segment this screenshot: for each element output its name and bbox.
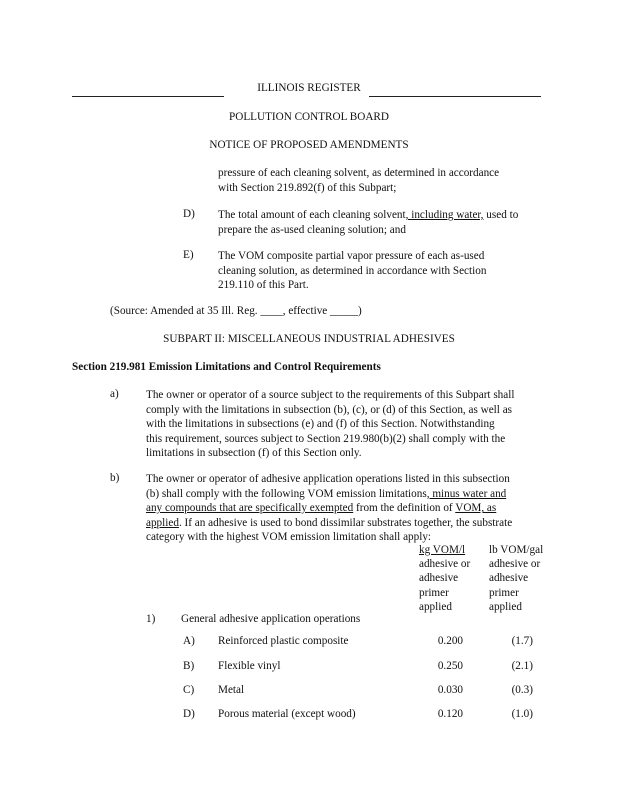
column-header-lb-line: primer <box>489 586 519 599</box>
para-b-label: b) <box>110 472 120 484</box>
row-kg-value: 0.030 <box>437 684 463 696</box>
group-label: 1) <box>146 613 156 625</box>
row-kg-value: 0.200 <box>437 635 463 647</box>
column-header-kg <box>419 543 470 614</box>
item-d-line-1 <box>218 208 518 223</box>
para-a-line: this requirement, sources subject to Section 219.980(b)(2) shall comply with the <box>146 432 506 445</box>
section-heading: Section 219.981 Emission Limitations and Control Requirements <box>72 361 381 373</box>
header-rule-left <box>72 96 224 97</box>
continued-line: with Section 219.892(f) of this Subpart; <box>218 181 397 194</box>
row-kg-value: 0.250 <box>437 660 463 672</box>
subpart-title: SUBPART II: MISCELLANEOUS INDUSTRIAL ADHESIVES <box>163 333 455 345</box>
source-note: (Source: Amended at 35 Ill. Reg. ____, effective _____) <box>110 305 362 317</box>
row-lb-value: (1.7) <box>511 635 533 647</box>
para-b-line-1: The owner or operator of adhesive application operations listed in this subsection <box>146 473 510 485</box>
para-b-line-5: category with the highest VOM emission limitation shall apply: <box>146 531 432 544</box>
item-d-line-2: prepare the as-used cleaning solution; and <box>218 223 406 236</box>
inserted-text: any compounds that are specifically exempted <box>146 502 354 515</box>
para-b-line-4-post: . If an adhesive is used to bond dissimilar substrates together, the substrate <box>178 516 513 529</box>
column-header-lb <box>489 543 543 614</box>
row-label: B) <box>183 660 195 672</box>
inserted-text: , including water, <box>405 209 484 221</box>
inserted-text: , minus water and <box>426 487 507 500</box>
row-name: Flexible vinyl <box>218 660 281 672</box>
board-title: POLLUTION CONTROL BOARD <box>229 111 389 123</box>
column-header-kg-line: applied <box>419 600 452 613</box>
register-title: ILLINOIS REGISTER <box>257 82 361 94</box>
item-d-label: D) <box>183 208 195 220</box>
para-a-text <box>146 388 514 461</box>
para-b-line-2 <box>146 487 512 502</box>
para-b-line-2-pre: (b) shall comply with the following VOM emission limitations <box>146 487 427 500</box>
para-a-label: a) <box>110 388 119 400</box>
item-d-text <box>218 208 518 237</box>
row-lb-value: (1.0) <box>511 708 533 720</box>
inserted-text: applied <box>146 516 179 529</box>
row-name: Metal <box>218 684 245 696</box>
item-e-label: E) <box>183 249 194 261</box>
item-e-line: The VOM composite partial vapor pressure of each as-used <box>218 250 485 262</box>
item-d-line-1-post: used to <box>483 209 519 221</box>
para-a-line: comply with the limitations in subsection (b), (c), or (d) of this Section, as well as <box>146 403 513 416</box>
item-e-line: cleaning solution, as determined in accordance with Section <box>218 264 487 277</box>
column-header-kg-line: adhesive or <box>419 558 471 571</box>
group-title: General adhesive application operations <box>181 613 361 625</box>
column-header-kg-line: kg VOM/l <box>419 544 466 556</box>
para-b-line-4 <box>146 516 512 531</box>
inserted-text: VOM, as <box>455 502 497 515</box>
item-e-line: 219.110 of this Part. <box>218 279 309 292</box>
row-kg-value: 0.120 <box>437 708 463 720</box>
continued-item-text <box>218 166 499 195</box>
row-lb-value: (2.1) <box>511 660 533 672</box>
row-name: Porous material (except wood) <box>218 708 356 720</box>
para-b-line-3-mid: from the definition of <box>353 502 456 515</box>
para-a-line: The owner or operator of a source subject to the requirements of this Subpart shall <box>146 389 515 401</box>
notice-title: NOTICE OF PROPOSED AMENDMENTS <box>209 139 409 151</box>
row-lb-value: (0.3) <box>511 684 533 696</box>
continued-line: pressure of each cleaning solvent, as determined in accordance <box>218 167 500 179</box>
column-header-lb-line: adhesive <box>489 572 529 585</box>
item-e-text <box>218 249 486 293</box>
row-label: C) <box>183 684 195 696</box>
header-rule-right <box>369 96 541 97</box>
item-d-line-1-pre: The total amount of each cleaning solvent <box>218 209 406 221</box>
column-header-kg-line: primer <box>419 586 449 599</box>
para-b-line-3 <box>146 501 512 516</box>
column-header-kg-line: adhesive <box>419 572 459 585</box>
para-b-text <box>146 472 512 545</box>
row-label: D) <box>183 708 195 720</box>
row-name: Reinforced plastic composite <box>218 635 349 647</box>
row-label: A) <box>183 635 195 647</box>
column-header-lb-line: lb VOM/gal <box>489 544 544 556</box>
column-header-lb-line: adhesive or <box>489 558 541 571</box>
para-a-line: limitations in subsection (f) of this Section only. <box>146 447 362 460</box>
column-header-lb-line: applied <box>489 600 522 613</box>
para-a-line: with the limitations in subsections (e) and (f) of this Section. Notwithstanding <box>146 418 495 431</box>
